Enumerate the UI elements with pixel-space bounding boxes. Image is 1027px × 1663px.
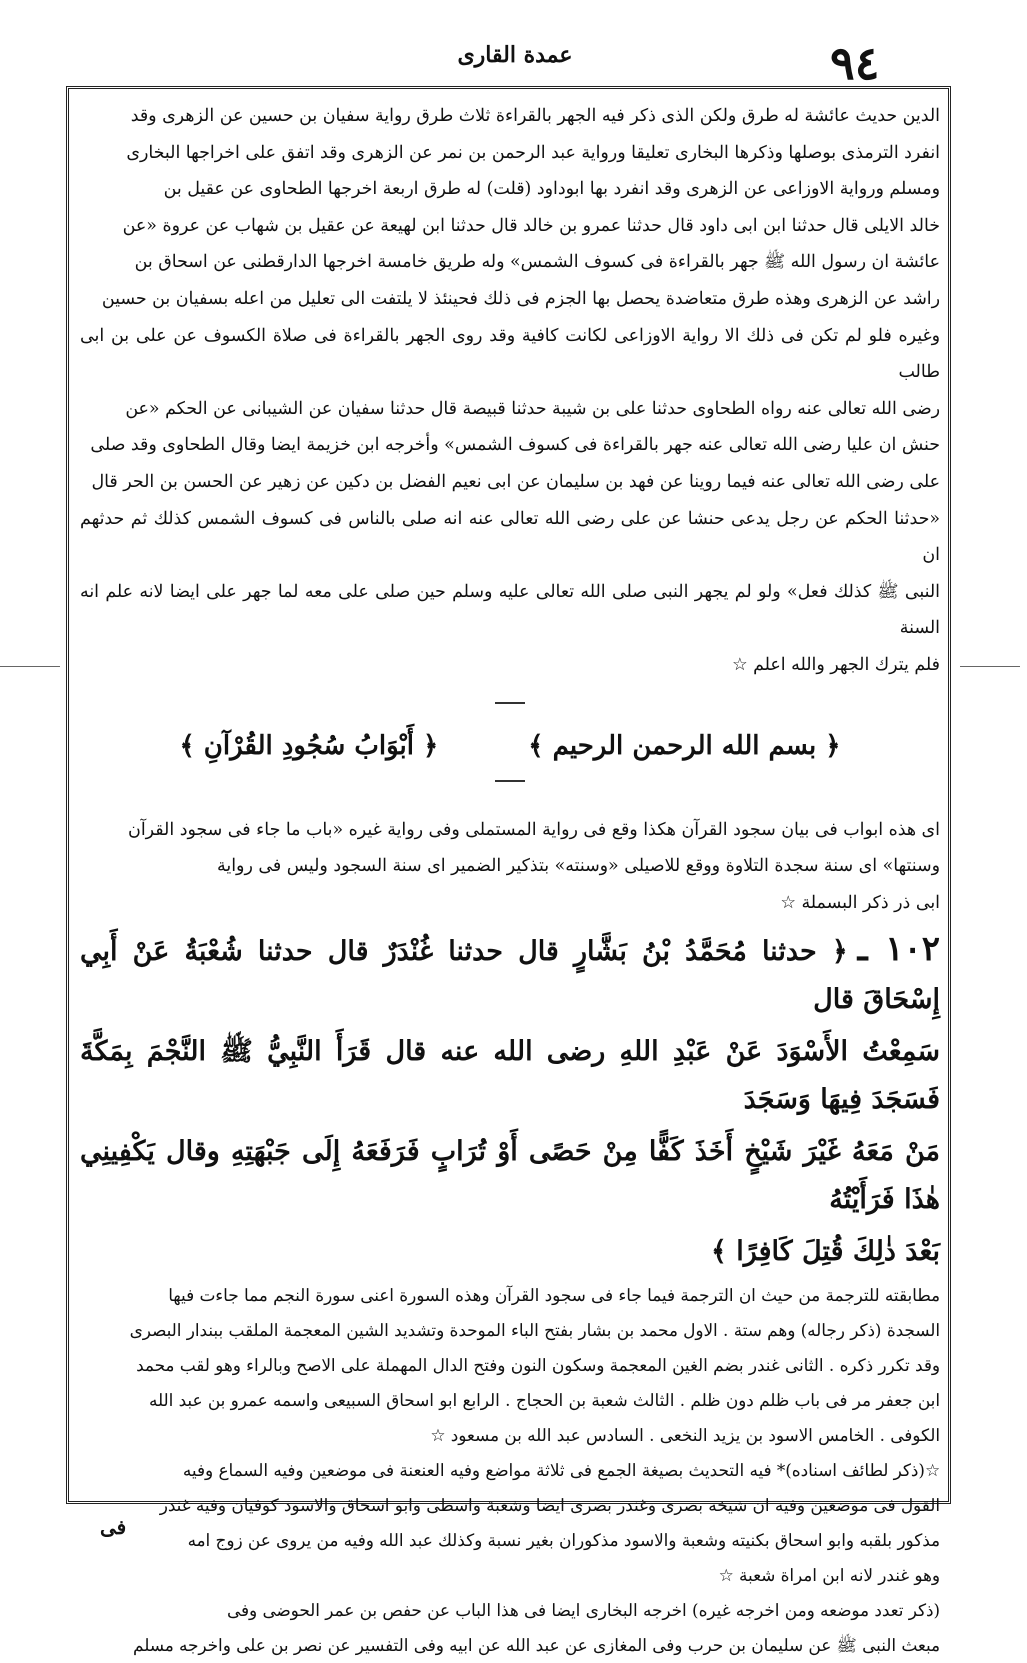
text-line: ابن جعفر مر فى باب ظلم دون ظلم . الثالث شعبة بن الحجاج . الرابع ابو اسحاق السبيعى واسمه عمرو بن عبد الله xyxy=(148,1390,940,1411)
text-line: (ذكر تعدد موضعه ومن اخرجه غيره) اخرجه البخارى ايضا فى هذا الباب عن حفص بن عمر الحوضى وفى xyxy=(227,1600,940,1621)
separator-dash xyxy=(495,702,525,704)
commentary-section-two xyxy=(80,1278,940,1663)
text-line: وهو غندر لانه ابن امراة شعبة ☆ xyxy=(718,1565,940,1586)
hadith-text-line: ﴿ حدثنا مُحَمَّدُ بْنُ بَشَّارٍ قال حدثنا غُنْدَرٌ قال حدثنا شُعْبَةُ عَنْ أَبِي إِسْحَاقَ قال xyxy=(80,936,940,1016)
text-line: فلم يترك الجهر والله اعلم ☆ xyxy=(731,654,940,675)
page-header xyxy=(0,28,1027,88)
text-line: اى هذه ابواب فى بيان سجود القرآن هكذا وقع فى رواية المستملى وفى رواية غيره «باب ما جاء فى سجود القرآن xyxy=(128,819,940,840)
text-line: ابى ذر ذكر البسملة ☆ xyxy=(780,892,940,913)
text-line: الكوفى . الخامس الاسود بن يزيد النخعى . السادس عبد الله بن مسعود ☆ xyxy=(430,1425,940,1446)
catchword: فى xyxy=(100,1515,127,1539)
margin-mark-right xyxy=(960,666,1020,667)
text-line: القول فى موضعين وفيه ان شيخه بصرى وغندر بصرى ايضا وشعبة واسطى وابو اسحاق والاسود كوفيان وفيه غندر xyxy=(159,1495,940,1516)
page-content xyxy=(80,98,940,1663)
text-line: خالد الايلى قال حدثنا ابن ابى داود قال حدثنا عمرو بن خالد قال حدثنا ابن لهيعة عن عقيل بن شهاب عن عروة «عن xyxy=(122,215,940,236)
text-line: وقد تكرر ذكره . الثانى غندر بضم الغين المعجمة وسكون النون وفتح الدال المهملة على الاصح وبالراء وهو لقب محمد xyxy=(136,1355,940,1376)
hadith-line xyxy=(80,925,940,1024)
text-line: النبى ﷺ كذلك فعل» ولو لم يجهر النبى صلى الله تعالى عليه وسلم حين صلى على معه لما جهر على ايضا لانه علم انه السنة xyxy=(80,581,940,639)
text-line: انفرد الترمذى بوصلها وذكرها البخارى تعليقا ورواية عبد الرحمن بن نمر عن الزهرى وقد اتفق على اخراجها البخارى xyxy=(126,142,940,163)
running-title: عمدة القارى xyxy=(457,42,573,68)
hadith-number: ١٠٢ ـ xyxy=(857,929,940,970)
chapter-title: ﴿ أَبْوَابُ سُجُودِ القُرْآنِ ﴾ xyxy=(179,730,439,761)
hadith-line: بَعْدَ ذٰلِكَ قُتِلَ كَافِرًا ﴾ xyxy=(710,1236,940,1268)
text-line: وسنتها» اى سنة سجدة التلاوة ووقع للاصيلى «وسنته» بتذكير الضمير اى سنة السجود وليس فى رواية xyxy=(217,856,940,877)
text-line: راشد عن الزهرى وهذه طرق متعاضدة يحصل بها الجزم فى ذلك فحينئذ لا يلتفت الى تعليل من اعله بسفيان بن حسين xyxy=(101,288,940,309)
text-line: ومسلم ورواية الاوزاعى عن الزهرى وقد انفرد بها ابوداود (قلت) له طرق اربعة اخرجها الطحاوى عن عقيل بن xyxy=(163,179,940,200)
margin-mark-left xyxy=(0,666,60,667)
text-line: على رضى الله تعالى عنه فيما روينا عن فهد بن سليمان عن ابى نعيم الفضل بن دكين عن زهير عن الحسن بن الحر قال xyxy=(91,471,940,492)
hadith-line: مَنْ مَعَهُ غَيْرَ شَيْخٍ أَخَذَ كَفًّا مِنْ حَصًى أَوْ تُرَابٍ فَرَفَعَهُ إِلَى جَبْهَتِهِ وقال يَكْفِينِي هٰذَا فَرَأَيْتُهُ xyxy=(80,1136,940,1216)
commentary-section-one xyxy=(80,98,940,684)
text-line: مذكور بلقبه وابو اسحاق بكنيته وشعبة والاسود مذكوران بغير نسبة وكذلك عبد الله وفيه من يروى عن زوج امه xyxy=(187,1530,940,1551)
text-line: وغيره فلو لم تكن فى ذلك الا رواية الاوزاعى لكانت كافية وقد روى الجهر بالقراءة فى صلاة الكسوف عن على بن ابى طالب xyxy=(80,325,940,383)
text-line: عائشة ان رسول الله ﷺ جهر بالقراءة فى كسوف الشمس» وله طريق خامسة اخرجها الدارقطنى عن اسحاق بن xyxy=(134,252,940,273)
hadith-text xyxy=(80,925,940,1276)
text-line: مطابقته للترجمة من حيث ان الترجمة فيما جاء فى سجود القرآن وهذه السورة اعنى سورة النجم مما جاءت فيها xyxy=(168,1285,940,1306)
hadith-line: سَمِعْتُ الأَسْوَدَ عَنْ عَبْدِ اللهِ رضى الله عنه قال قَرَأَ النَّبِيُّ ﷺ النَّجْمَ بِمَكَّةَ فَسَجَدَ فِيهَا وَسَجَدَ xyxy=(80,1036,940,1116)
text-line: الدين حديث عائشة له طرق ولكن الذى ذكر فيه الجهر بالقراءة ثلاث طرق رواية سفيان بن حسين عن الزهرى وقد xyxy=(130,106,940,126)
text-line: مبعث النبى ﷺ عن سليمان بن حرب وفى المغازى عن عبد الله عن ابيه وفى التفسير عن نصر بن على واخرجه مسلم xyxy=(133,1635,940,1656)
page-number: ٩٤ xyxy=(830,36,880,90)
text-line: رضى الله تعالى عنه رواه الطحاوى حدثنا على بن شيبة حدثنا قبيصة قال حدثنا سفيان عن الشيبانى عن الحكم «عن xyxy=(125,398,940,419)
text-line: حنش ان عليا رضى الله تعالى عنه جهر بالقراءة فى كسوف الشمس» وأخرجه ابن خزيمة ايضا وقال الطحاوى وقد صلى xyxy=(90,435,940,456)
heading-row xyxy=(80,718,940,774)
separator-dash xyxy=(495,780,525,782)
text-line: ☆(ذكر لطائف اسناده)* فيه التحديث بصيغة الجمع فى ثلاثة مواضع وفيه العنعنة فى موضعين وفيه السماع وفيه xyxy=(182,1460,940,1481)
chapter-intro xyxy=(80,812,940,922)
text-line: السجدة (ذكر رجاله) وهم ستة . الاول محمد بن بشار بفتح الباء الموحدة وتشديد الشين المعجمة الملقب ببندار البصرى xyxy=(129,1320,940,1341)
basmala-heading: ﴿ بسم الله الرحمن الرحيم ﴾ xyxy=(528,730,841,761)
text-line: «حدثنا الحكم عن رجل يدعى حنشا عن على رضى الله تعالى عنه انه صلى بالناس فى كسوف الشمس كذلك ثم حدثهم ان xyxy=(80,508,940,566)
